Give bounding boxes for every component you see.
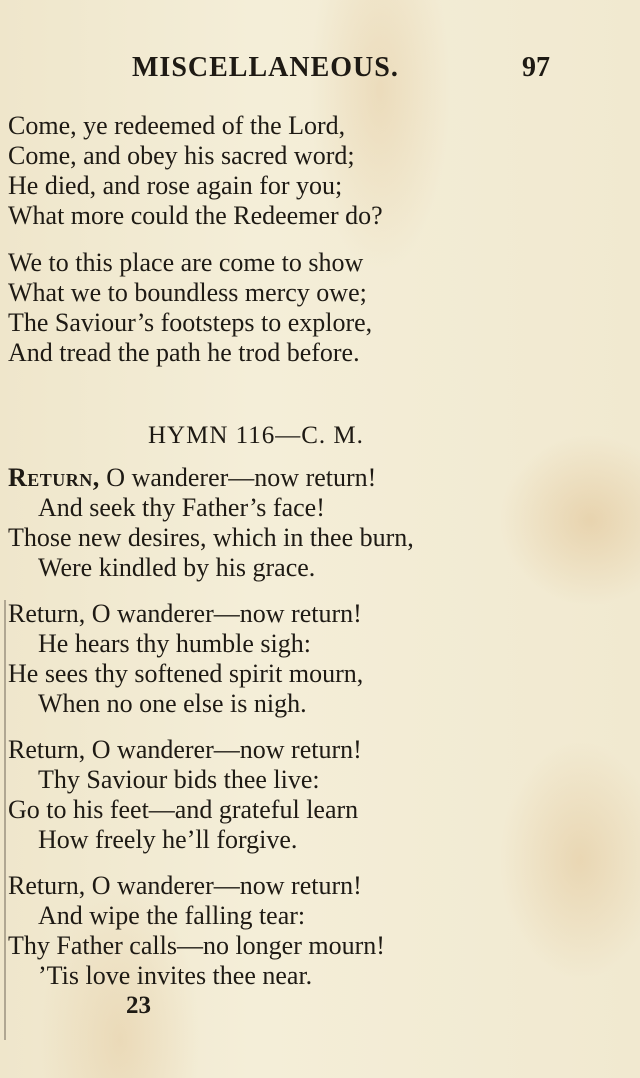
verse-line: Come, ye redeemed of the Lord, (8, 111, 346, 140)
verse-line-rest: O wanderer—now return! (99, 463, 377, 492)
verse-line: Those new desires, which in thee burn, (8, 523, 414, 552)
verse-line: He sees thy softened spirit mourn, (8, 659, 364, 688)
verse-line: He hears thy humble sigh: (38, 629, 311, 658)
page-number: 97 (522, 52, 550, 83)
verse-line: And wipe the falling tear: (38, 901, 306, 930)
hymn-title: HYMN 116—C. M. (148, 422, 364, 449)
signature-mark: 23 (126, 992, 151, 1019)
verse-line: Were kindled by his grace. (38, 553, 316, 582)
verse-line: What we to boundless mercy owe; (8, 278, 367, 307)
verse-line (8, 463, 376, 493)
verse-line: Thy Saviour bids thee live: (38, 765, 320, 794)
verse-line: The Saviour’s footsteps to explore, (8, 308, 373, 337)
verse-line: And seek thy Father’s face! (38, 493, 325, 522)
verse-line: ’Tis love invites thee near. (38, 961, 313, 990)
first-word-small-caps: Return, (8, 463, 100, 492)
verse-line: And tread the path he trod before. (8, 338, 360, 367)
verse-line: When no one else is nigh. (38, 689, 307, 718)
verse-line: Go to his feet—and grateful learn (8, 795, 359, 824)
running-title: MISCELLANEOUS. (132, 52, 399, 83)
verse-line: What more could the Redeemer do? (8, 201, 383, 230)
verse-line: We to this place are come to show (8, 248, 364, 277)
verse-line: Return, O wanderer—now return! (8, 599, 362, 628)
verse-line: Return, O wanderer—now return! (8, 735, 362, 764)
verse-line: How freely he’ll forgive. (38, 825, 298, 854)
gutter-line (4, 600, 6, 1040)
verse-line: Thy Father calls—no longer mourn! (8, 931, 385, 960)
verse-line: Come, and obey his sacred word; (8, 141, 355, 170)
verse-line: Return, O wanderer—now return! (8, 871, 362, 900)
verse-line: He died, and rose again for you; (8, 171, 343, 200)
